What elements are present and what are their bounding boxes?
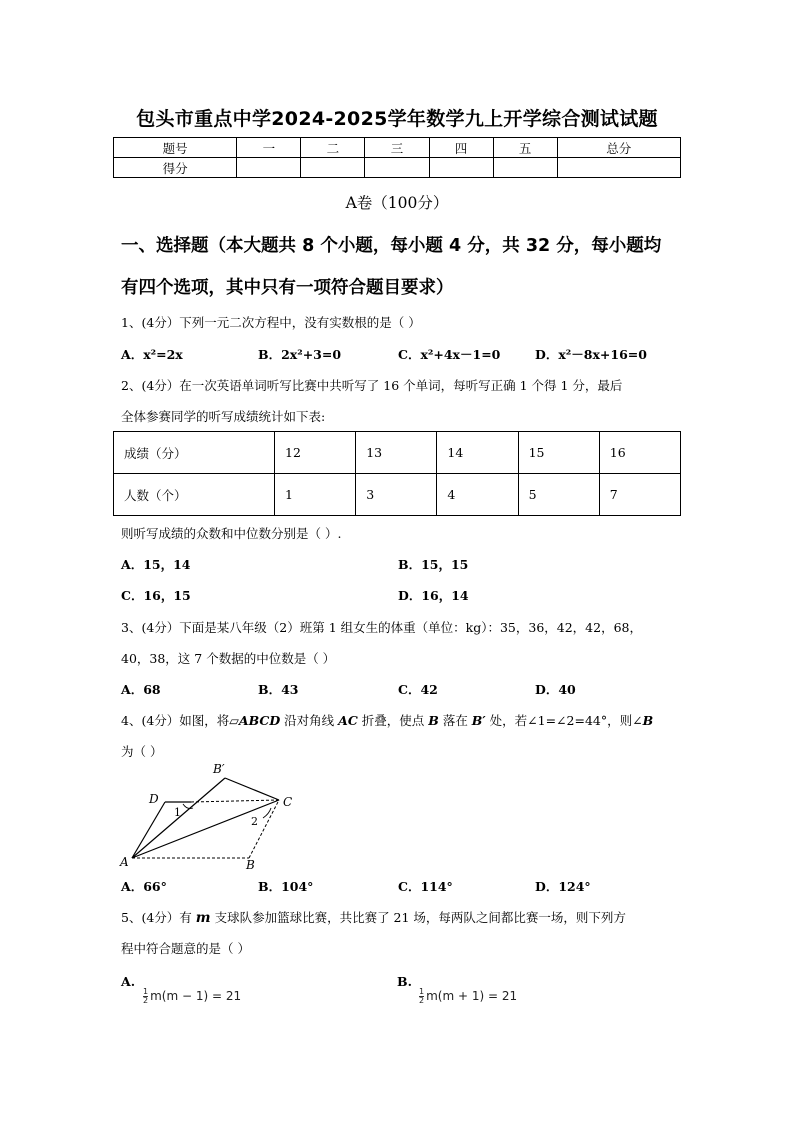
q1-option-b: B．2x²+3=0 xyxy=(258,347,342,362)
q2-question: 则听写成绩的众数和中位数分别是（ ）. xyxy=(121,526,342,541)
q2-table-cell: 3 xyxy=(356,474,437,516)
formula-expr: m(m + 1) = 21 xyxy=(426,989,518,1003)
fraction xyxy=(419,988,424,1005)
score-cell xyxy=(429,158,493,178)
label-d: D xyxy=(149,792,159,806)
q4-parallelogram-figure xyxy=(113,760,298,872)
section-a-title: A卷（100分） xyxy=(345,194,449,212)
score-cell xyxy=(301,158,365,178)
q4-option-c: C．114° xyxy=(398,879,453,894)
score-header-cell: 总分 xyxy=(557,138,680,158)
q2-table-cell: 成绩（分） xyxy=(114,432,275,474)
score-header-cell: 题号 xyxy=(114,138,237,158)
q2-table-cell: 1 xyxy=(275,474,356,516)
q4-stem-var: B′ xyxy=(471,713,486,728)
q5-stem-text: 支球队参加篮球比赛，共比赛了 21 场，每两队之间都比赛一场，则下列方 xyxy=(210,910,626,925)
q5-option-b-label: B. xyxy=(397,974,412,989)
q4-stem-text: 4、(4分）如图，将▱ xyxy=(121,713,239,728)
score-row-label: 得分 xyxy=(114,158,237,178)
q5-stem-var: m xyxy=(195,910,211,926)
label-a: A xyxy=(120,855,129,869)
score-header-cell: 三 xyxy=(365,138,429,158)
q2-table-cell: 12 xyxy=(275,432,356,474)
q3-option-a: A．68 xyxy=(121,682,161,697)
segment-b-prime-c xyxy=(225,778,279,800)
score-cell xyxy=(557,158,680,178)
q5-option-a-formula xyxy=(143,988,241,1005)
q2-table-cell: 5 xyxy=(518,474,599,516)
score-cell xyxy=(237,158,301,178)
page-title: 包头市重点中学2024-2025学年数学九上开学综合测试试题 xyxy=(136,108,658,130)
formula-expr: m(m − 1) = 21 xyxy=(150,989,242,1003)
q2-table-row-count xyxy=(114,474,681,516)
part1-heading-line2: 有四个选项，其中只有一项符合题目要求） xyxy=(121,278,454,298)
q2-stem-line1: 2、(4分）在一次英语单词听写比赛中共听写了 16 个单词，每听写正确 1 个得 1 分，最后 xyxy=(121,378,623,393)
q3-option-d: D．40 xyxy=(535,682,576,697)
q2-option-b: B．15，15 xyxy=(398,557,469,572)
q2-score-table xyxy=(113,431,681,516)
q4-stem-text: 折叠，使点 xyxy=(357,713,429,728)
q2-option-a: A．15，14 xyxy=(121,557,191,572)
q3-stem-line1: 3、(4分）下面是某八年级（2）班第 1 组女生的体重（单位：kg）：35，36，42，42，68， xyxy=(121,620,642,635)
q4-stem-var: AC xyxy=(338,713,358,728)
q1-stem: 1、(4分）下列一元二次方程中，没有实数根的是（ ） xyxy=(121,315,421,330)
segment-bc-dashed xyxy=(249,800,279,858)
fraction xyxy=(143,988,148,1005)
q3-stem-line2: 40，38，这 7 个数据的中位数是（ ） xyxy=(121,651,336,666)
q5-option-a-label: A. xyxy=(121,974,136,989)
q2-table-row-score xyxy=(114,432,681,474)
q5-stem-text: 5、(4分）有 xyxy=(121,910,196,925)
q5-stem-line1 xyxy=(121,908,626,926)
q3-option-c: C．42 xyxy=(398,682,438,697)
fraction-den: 2 xyxy=(143,996,149,1005)
q3-option-b: B．43 xyxy=(258,682,299,697)
q1-option-d: D．x²－8x+16=0 xyxy=(535,347,647,362)
q4-stem-text: 沿对角线 xyxy=(280,713,339,728)
q4-option-a: A．66° xyxy=(121,879,167,894)
q1-option-c: C．x²+4x－1=0 xyxy=(398,347,501,362)
q4-stem-var: B xyxy=(428,713,439,728)
q4-stem-text: 处，若∠1=∠2=44°，则∠ xyxy=(485,713,643,728)
q4-stem-var: B xyxy=(642,713,654,728)
q2-table-cell: 16 xyxy=(599,432,680,474)
q4-stem-line2: 为（ ） xyxy=(121,744,163,759)
score-table xyxy=(113,137,681,178)
segment-dc-dashed xyxy=(191,800,279,802)
part1-heading-line1: 一、选择题（本大题共 8 个小题，每小题 4 分，共 32 分，每小题均 xyxy=(121,236,662,256)
angle-2-arc xyxy=(263,808,271,818)
q2-option-c: C．16，15 xyxy=(121,588,191,603)
q2-table-cell: 7 xyxy=(599,474,680,516)
label-angle-1: 1 xyxy=(174,806,181,819)
label-angle-2: 2 xyxy=(251,815,258,828)
segment-ad xyxy=(132,802,165,858)
q2-stem-line2: 全体参赛同学的听写成绩统计如下表: xyxy=(121,409,326,424)
q2-table-cell: 13 xyxy=(356,432,437,474)
score-table-header-row xyxy=(114,138,681,158)
q4-option-d: D．124° xyxy=(535,879,591,894)
label-b-prime: B′ xyxy=(213,762,225,776)
q4-option-b: B．104° xyxy=(258,879,314,894)
score-header-cell: 二 xyxy=(301,138,365,158)
fraction-num: 1 xyxy=(419,987,425,996)
q2-table-cell: 15 xyxy=(518,432,599,474)
q4-stem-var: ABCD xyxy=(238,713,281,728)
q1-option-a: A．x²=2x xyxy=(121,347,183,362)
q2-option-d: D．16，14 xyxy=(398,588,469,603)
label-c: C xyxy=(283,795,293,809)
score-table-score-row xyxy=(114,158,681,178)
score-header-cell: 四 xyxy=(429,138,493,158)
score-cell xyxy=(365,158,429,178)
q4-stem-text: 落在 xyxy=(438,713,472,728)
score-header-cell: 五 xyxy=(493,138,557,158)
fraction-num: 1 xyxy=(143,987,149,996)
q2-table-cell: 4 xyxy=(437,474,518,516)
q4-stem-line1 xyxy=(121,711,653,729)
score-cell xyxy=(493,158,557,178)
q5-stem-line2: 程中符合题意的是（ ） xyxy=(121,941,250,956)
q5-option-b-formula xyxy=(419,988,517,1005)
label-b: B xyxy=(246,858,255,872)
score-header-cell: 一 xyxy=(237,138,301,158)
q2-table-cell: 14 xyxy=(437,432,518,474)
fraction-den: 2 xyxy=(419,996,425,1005)
q2-table-cell: 人数（个） xyxy=(114,474,275,516)
diagonal-ac xyxy=(132,800,279,858)
